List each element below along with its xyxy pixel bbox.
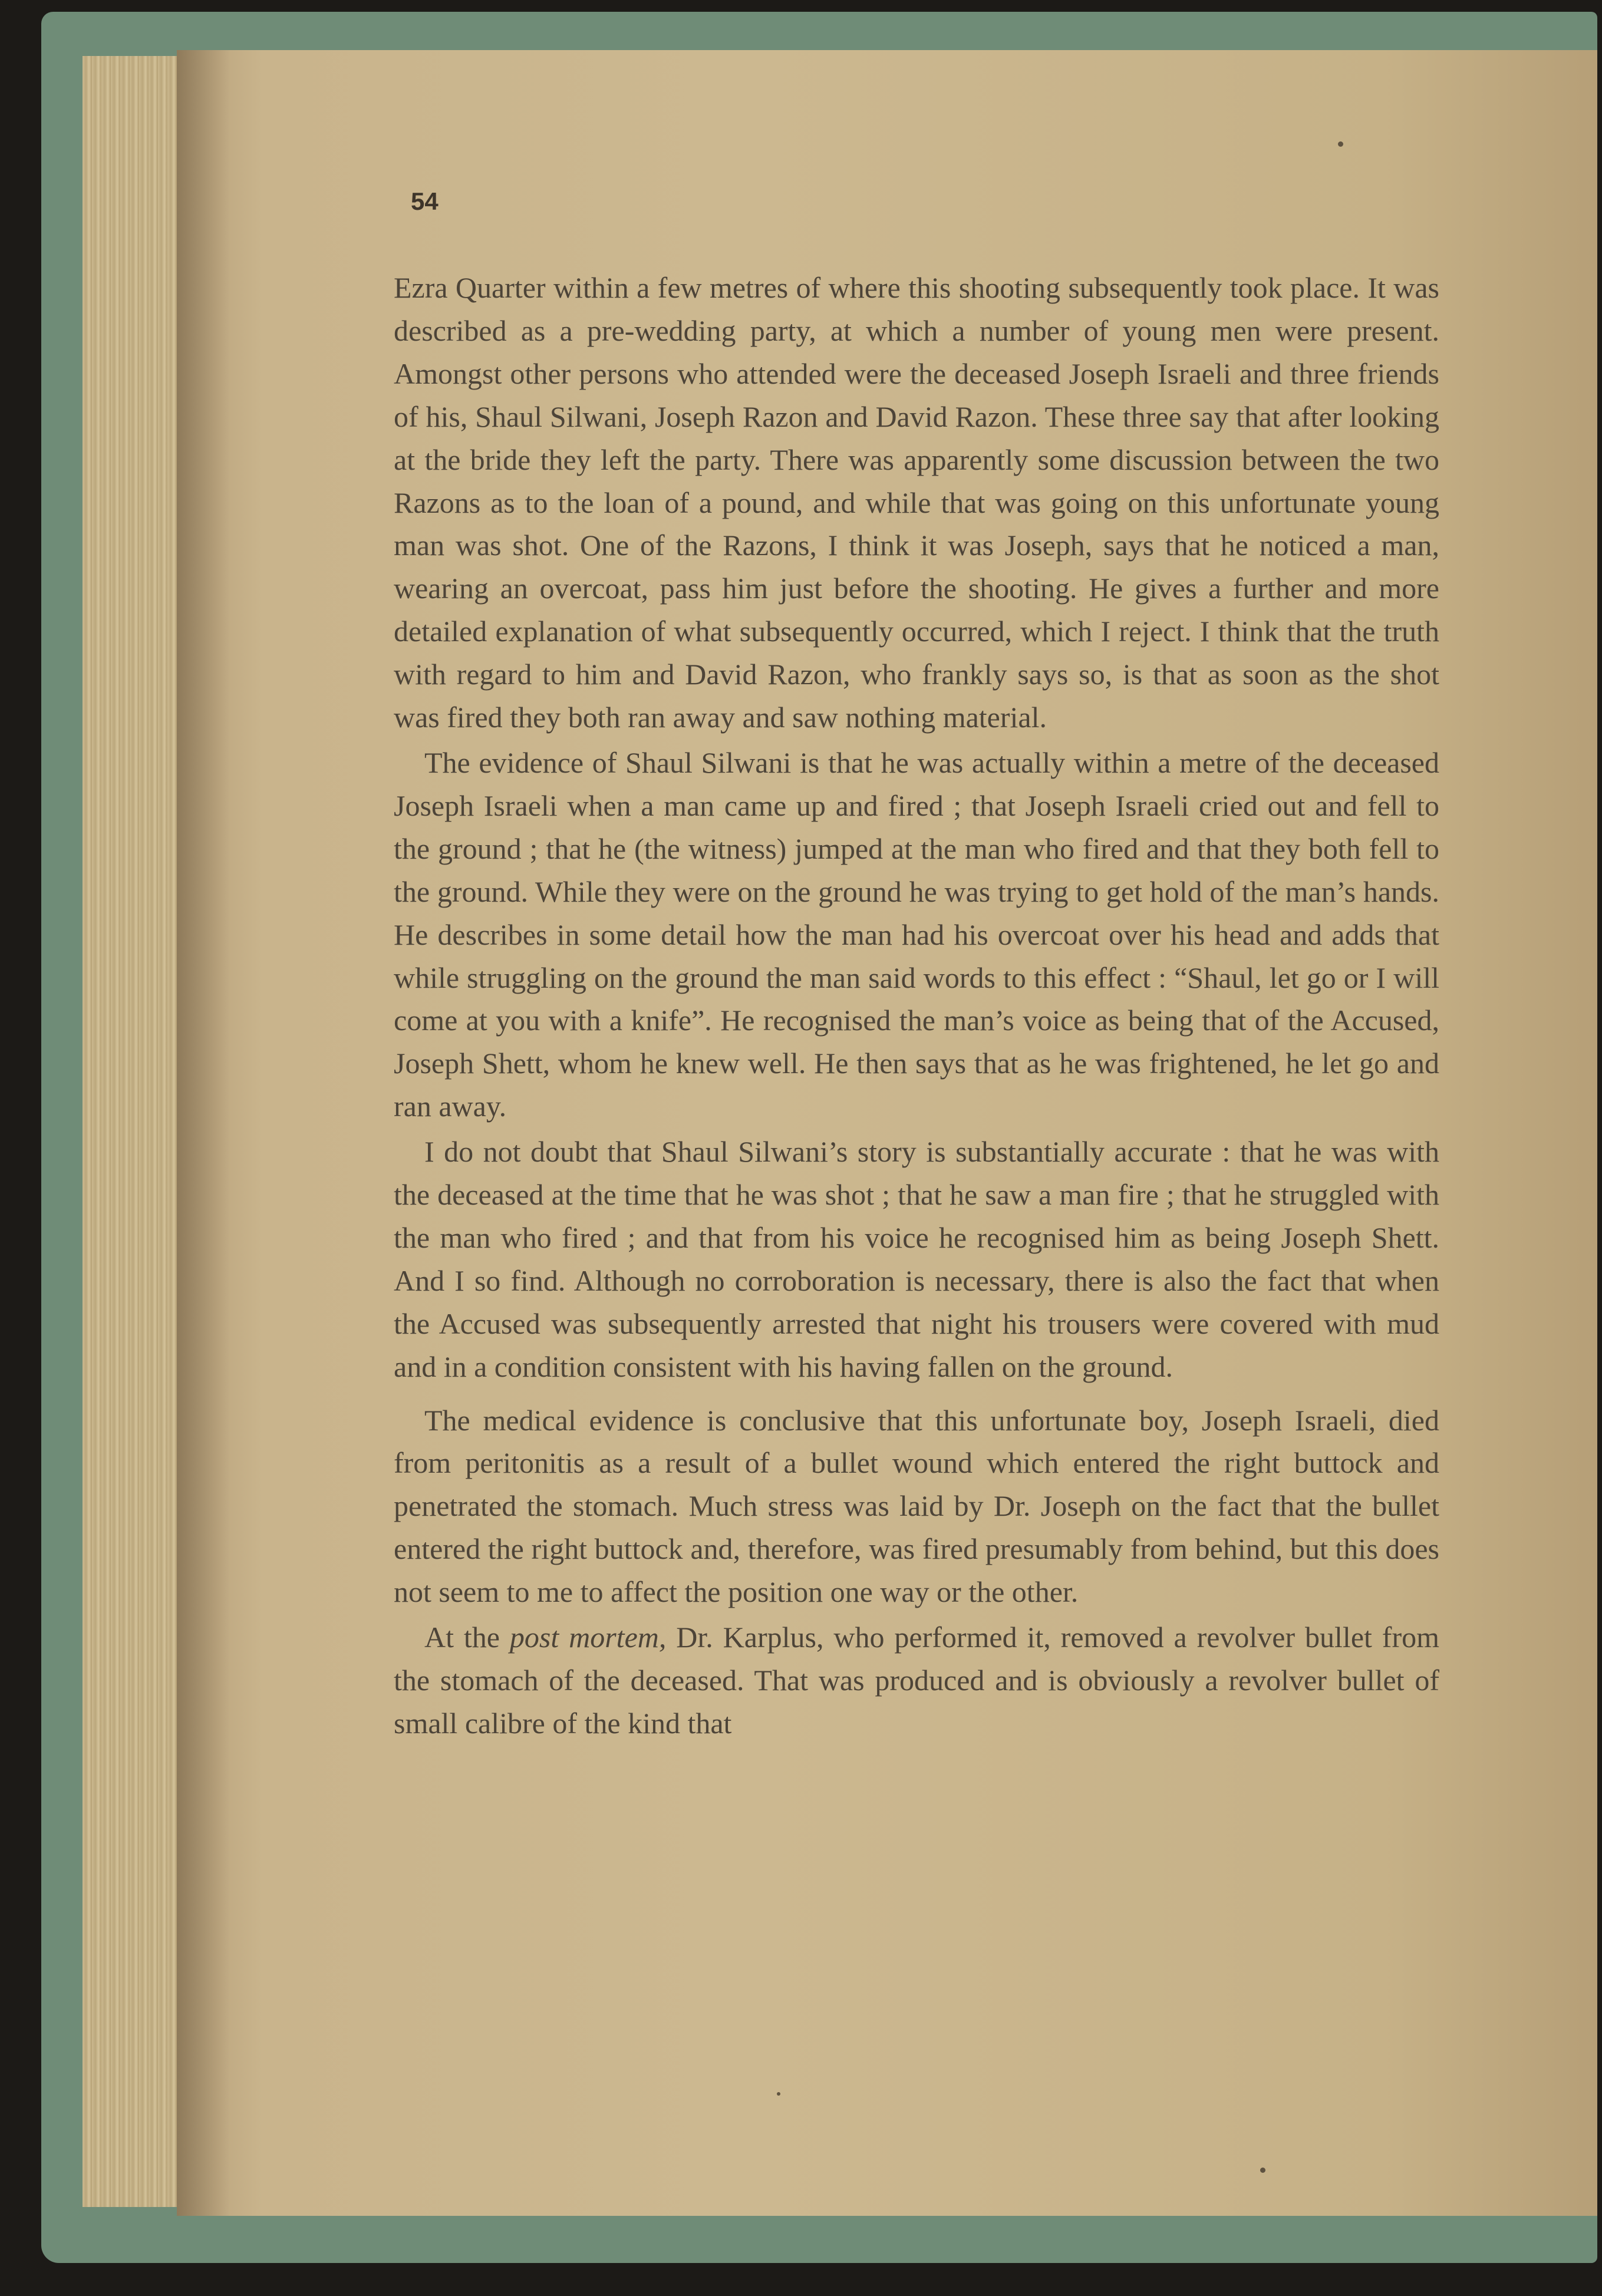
paper-speck (1260, 2168, 1265, 2173)
paragraph: Ezra Quarter within a few metres of where this shooting subsequently took place. It was described as a pre-wedding party, at which a number of young men were present. Amongst other persons who attended were the deceased Joseph Israeli and three friends of his, Shaul Silwani, Joseph Razon and David Razon. These three say that after looking at the bride they left the party. There was apparently some discussion between the two Razons as to the loan of a pound, and while that was going on this unfortunate young man was shot. One of the Razons, I think it was Joseph, says that he noticed a man, wearing an overcoat, pass him just before the shooting. He gives a further and more detailed explanation of what subsequently occurred, which I reject. I think that the truth with regard to him and David Razon, who frankly says so, is that as soon as the shot was fired they both ran away and saw nothing material. (394, 271, 1439, 734)
paragraph: The evidence of Shaul Silwani is that he was actually within a metre of the deceased Joseph Israeli when a man came up and fired ; that Joseph Israeli cried out and fell to the ground ; that he (the witness) jumped at the man who fired and that they both fell to the ground. While they were on the ground he was trying to get hold of the man’s hands. He describes in some detail how the man had his overcoat over his head and adds that while struggling on the ground the man said words to this effect : “Shaul, let go or I will come at you with a knife”. He recognised the man’s voice as being that of the Accused, Joseph Shett, whom he knew well. He then says that as he was frightened, he let go and ran away. (394, 745, 1439, 1123)
paragraph-text: Dr. Karplus, who performed it, removed a revolver bullet from the stomach of the deceased. That was produced and is obviously a revolver bullet of small calibre of the kind that (394, 1621, 1439, 1740)
paragraph: I do not doubt that Shaul Silwani’s story is substantially accurate : that he was with the deceased at the time that he was shot ; that he saw a man fire ; that he struggled with the man who fired ; and that from his voice he recognised him as being Joseph Shett. And I so find. Although no corroboration is necessary, there is also the fact that when the Accused was subsequently arrested that night his trousers were covered with mud and in a condition consistent with his having fallen on the ground. (394, 1135, 1439, 1383)
gutter-shadow (177, 50, 230, 2216)
page-number: 54 (411, 187, 439, 215)
paper-speck (777, 2092, 780, 2096)
paragraph (394, 1616, 1439, 1745)
body-text (394, 266, 1439, 1747)
paragraph: The medical evidence is conclusive that this unfortunate boy, Joseph Israeli, died from peritonitis as a result of a bullet wound which entered the right buttock and penetrated the stomach. Much stress was laid by Dr. Joseph on the fact that the bullet entered the right buttock and, therefore, was fired presumably from behind, but this does not seem to me to affect the position one way or the other. (394, 1403, 1439, 1609)
paper-speck (1338, 141, 1343, 147)
paragraph-lead: At the (424, 1621, 510, 1654)
italic-term: post mortem, (509, 1621, 667, 1654)
